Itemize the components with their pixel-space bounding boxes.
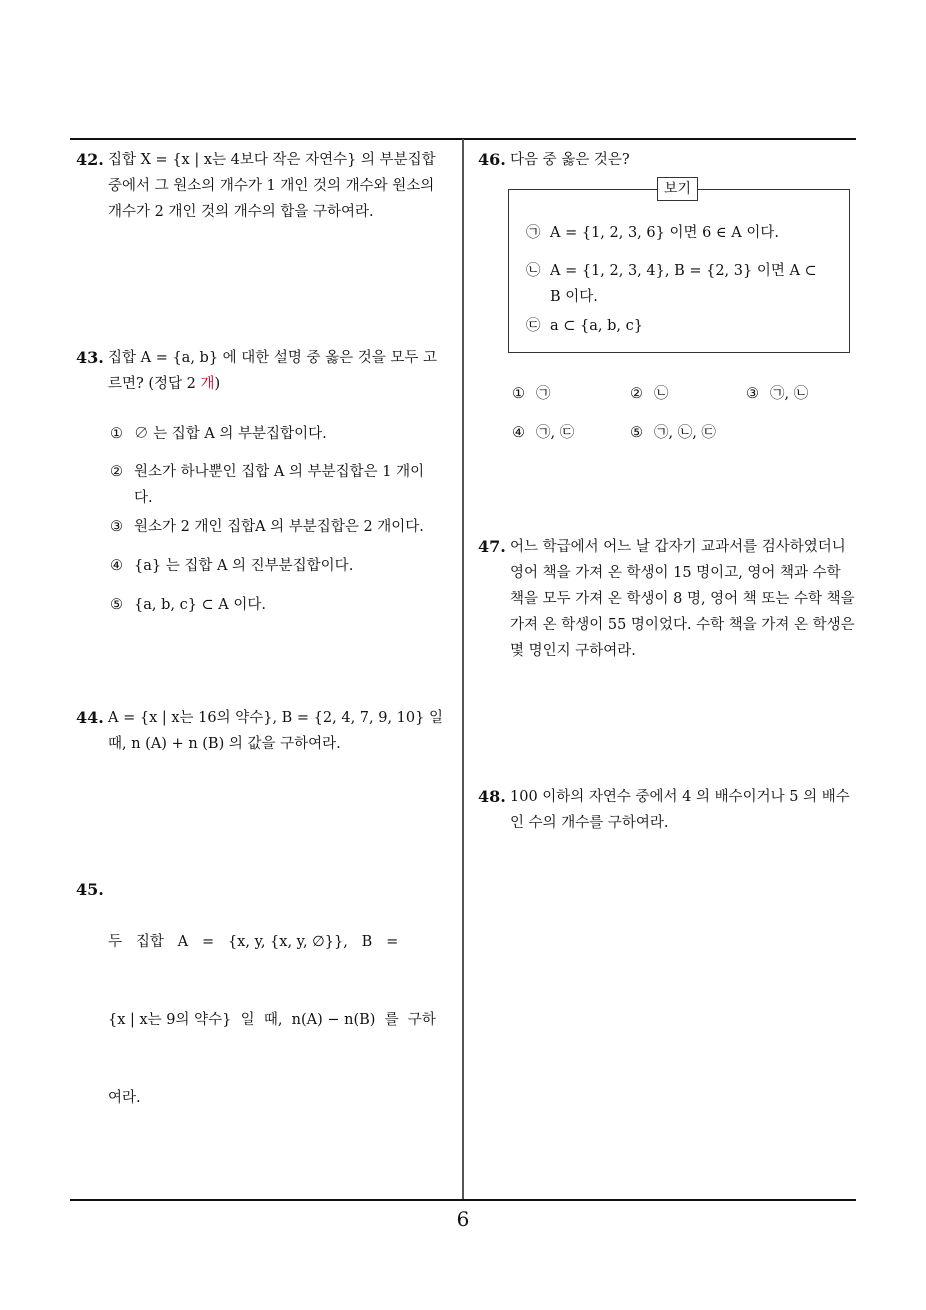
text-line: 개수가 2 개인 것의 개수의 합을 구하여라. (108, 204, 374, 220)
question-number: 42. (76, 150, 104, 169)
text-line: A = {x | x는 16의 약수}, B = {2, 4, 7, 9, 10} 일 (108, 710, 443, 726)
question-number: 43. (76, 348, 104, 367)
text-line: 집합 X = {x | x는 4보다 작은 자연수} 의 부분집합 (108, 152, 436, 168)
question-text (510, 534, 858, 664)
question-number: 47. (478, 537, 506, 556)
question-text (510, 784, 858, 836)
question-text (108, 877, 456, 1163)
question-44 (76, 705, 456, 757)
option-3[interactable]: ③ 원소가 2 개인 집합A 의 부분집합은 2 개이다. (110, 519, 424, 535)
text-line: 몇 명인지 구하여라. (510, 643, 636, 659)
bogi-item-b: ㉡ A = {1, 2, 3, 4}, B = {2, 3} 이면 A ⊂ B 이다. (526, 263, 817, 305)
question-45 (76, 877, 456, 1163)
option-1[interactable]: ① ∅ 는 집합 A 의 부분집합이다. (110, 426, 327, 442)
text-line: 책을 모두 가져 온 학생이 8 명, 영어 책 또는 수학 책을 (510, 591, 855, 607)
text-line: 100 이하의 자연수 중에서 4 의 배수이거나 5 의 배수 (510, 789, 850, 805)
option-5[interactable]: ⑤ {a, b, c} ⊂ A 이다. (110, 597, 267, 613)
column-divider (462, 139, 464, 1201)
question-number: 45. (76, 880, 104, 899)
text-line: 두 집합 A = {x, y, {x, y, ∅}}, B = (108, 934, 399, 950)
option-4[interactable]: ④ {a} 는 집합 A 의 진부분집합이다. (110, 558, 354, 574)
bogi-item-a: ㉠ A = {1, 2, 3, 6} 이면 6 ∈ A 이다. (526, 225, 779, 241)
bottom-rule (70, 1199, 856, 1201)
choice-5[interactable]: ⑤ ㉠, ㉡, ㉢ (630, 425, 716, 441)
question-text (108, 147, 456, 225)
text-line: 때, n (A) + n (B) 의 값을 구하여라. (108, 736, 341, 752)
choice-3[interactable]: ③ ㉠, ㉡ (746, 386, 809, 402)
question-number: 46. (478, 150, 506, 169)
text-line: 영어 책을 가져 온 학생이 15 명이고, 영어 책과 수학 (510, 565, 841, 581)
bogi-title: 보기 (657, 177, 698, 201)
question-number: 44. (76, 708, 104, 727)
question-text (108, 345, 456, 397)
bogi-item-c: ㉢ a ⊂ {a, b, c} (526, 318, 643, 334)
question-text (108, 705, 456, 757)
text-line: 인 수의 개수를 구하여라. (510, 815, 669, 831)
text-line: {x | x는 9의 약수} 일 때, n(A) − n(B) 를 구하 (108, 1012, 436, 1028)
text-line: 중에서 그 원소의 개수가 1 개인 것의 개수와 원소의 (108, 178, 435, 194)
question-48 (478, 784, 858, 836)
answer-count-highlight: 개 (200, 376, 215, 392)
option-2[interactable]: ② 원소가 하나뿐인 집합 A 의 부분집합은 1 개이 다. (110, 464, 425, 506)
choice-1[interactable]: ① ㉠ (512, 386, 551, 402)
choice-4[interactable]: ④ ㉠, ㉢ (512, 425, 575, 441)
text-line: 르면? (정답 2 개) (108, 376, 221, 392)
question-text: 다음 중 옳은 것은? (510, 152, 630, 168)
text-line: 집합 A = {a, b} 에 대한 설명 중 옳은 것을 모두 고 (108, 350, 438, 366)
question-46 (478, 147, 858, 173)
question-number: 48. (478, 787, 506, 806)
text-line: 가져 온 학생이 55 명이었다. 수학 책을 가져 온 학생은 (510, 617, 855, 633)
page-number: 6 (456, 1207, 470, 1231)
question-47 (478, 534, 858, 664)
choice-2[interactable]: ② ㉡ (630, 386, 669, 402)
question-42 (76, 147, 456, 225)
text-line: 여라. (108, 1090, 141, 1106)
text-line: 어느 학급에서 어느 날 갑자기 교과서를 검사하였더니 (510, 539, 846, 555)
question-43 (76, 345, 456, 397)
